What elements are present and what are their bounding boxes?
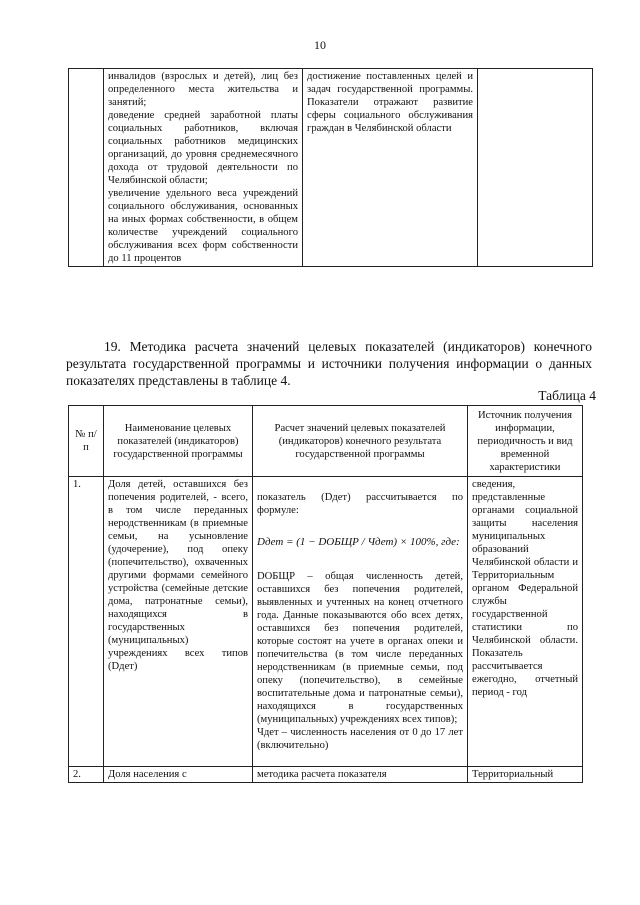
- formula: Dдет = (1 − DОБЩР / Чдет) × 100%, где:: [257, 536, 460, 548]
- indicator-name: Доля населения с: [104, 767, 253, 783]
- page-number: 10: [314, 38, 326, 52]
- targets-cell: инвалидов (взрослых и детей), лиц без определенного места жительства и занятий; доведение средней заработной платы социальных работников, включая социальных работников медицинских организаций, до уровня среднемесячного дохода от трудовой деятельности по Челябинской области; увеличение удельного веса учреждений социального обслуживания, основанных на иных формах собственности, в общем количестве учреждений социального обслуживания всех форм собственности до 11 процентов: [104, 69, 303, 267]
- table-row: [69, 767, 583, 783]
- paragraph-19: 19. Методика расчета значений целевых показателей (индикаторов) конечного результата государственной программы и источники получения информации о данных показателях представлены в таблице 4.: [66, 339, 592, 388]
- row-num: 1.: [69, 477, 104, 767]
- row-num: 2.: [69, 767, 104, 783]
- table-caption: Таблица 4: [538, 388, 596, 403]
- header-name: Наименование целевых показателей (индикаторов) государственной программы: [104, 406, 253, 477]
- source-cell: сведения, представленные органами социальной защиты населения муниципальных образований Челябинской области и Территориальным органом Федеральной службы государственной статистики по Челябинской области. Показатель рассчитывается ежегодно, отчетный период - год: [468, 477, 583, 767]
- continued-table: [68, 68, 593, 267]
- table-4: [68, 405, 583, 783]
- calc-description: DОБЩР – общая численность детей, оставшихся без попечения родителей, выявленных и учтенных на конец отчетного года. Данные показываются обо всех детях, оставшихся без попечения родителей, которые состоят на учете в органах опеки и попечительства (в том числе переданных неродственникам (в приемные семьи, под опеку (попечительство), в семейные воспитательные дома и патронатные семьи), находящихся в государственных (муниципальных) учреждениях всех типов); Чдет – численность населения от 0 до 17 лет (включительно): [257, 571, 463, 751]
- header-source: Источник получения информации, периодичность и вид временной характеристики: [468, 406, 583, 477]
- header-calc: Расчет значений целевых показателей (индикаторов) конечного результата государственной программы: [253, 406, 468, 477]
- calc-cell: [253, 477, 468, 767]
- header-row: [69, 406, 583, 477]
- table-row: [69, 477, 583, 767]
- empty-num-cell: [69, 69, 104, 267]
- indicator-name: Доля детей, оставшихся без попечения родителей, - всего, в том числе переданных неродственникам (в приемные семьи, на усыновление (удочерение), под опеку (попечительство), охваченных другими формами семейного устройства (семейные детские дома, патронатные семьи), находящихся в государственных (муниципальных) учреждениях всех типов (Dдет): [104, 477, 253, 767]
- calc-cell: методика расчета показателя: [253, 767, 468, 783]
- header-num: № п/п: [69, 406, 104, 477]
- empty-cell: [478, 69, 593, 267]
- source-cell: Территориальный: [468, 767, 583, 783]
- results-cell: достижение поставленных целей и задач государственной программы. Показатели отражают развитие сферы социального обслуживания граждан в Челябинской области: [303, 69, 478, 267]
- calc-intro: показатель (Dдет) рассчитывается по формуле:: [257, 492, 463, 516]
